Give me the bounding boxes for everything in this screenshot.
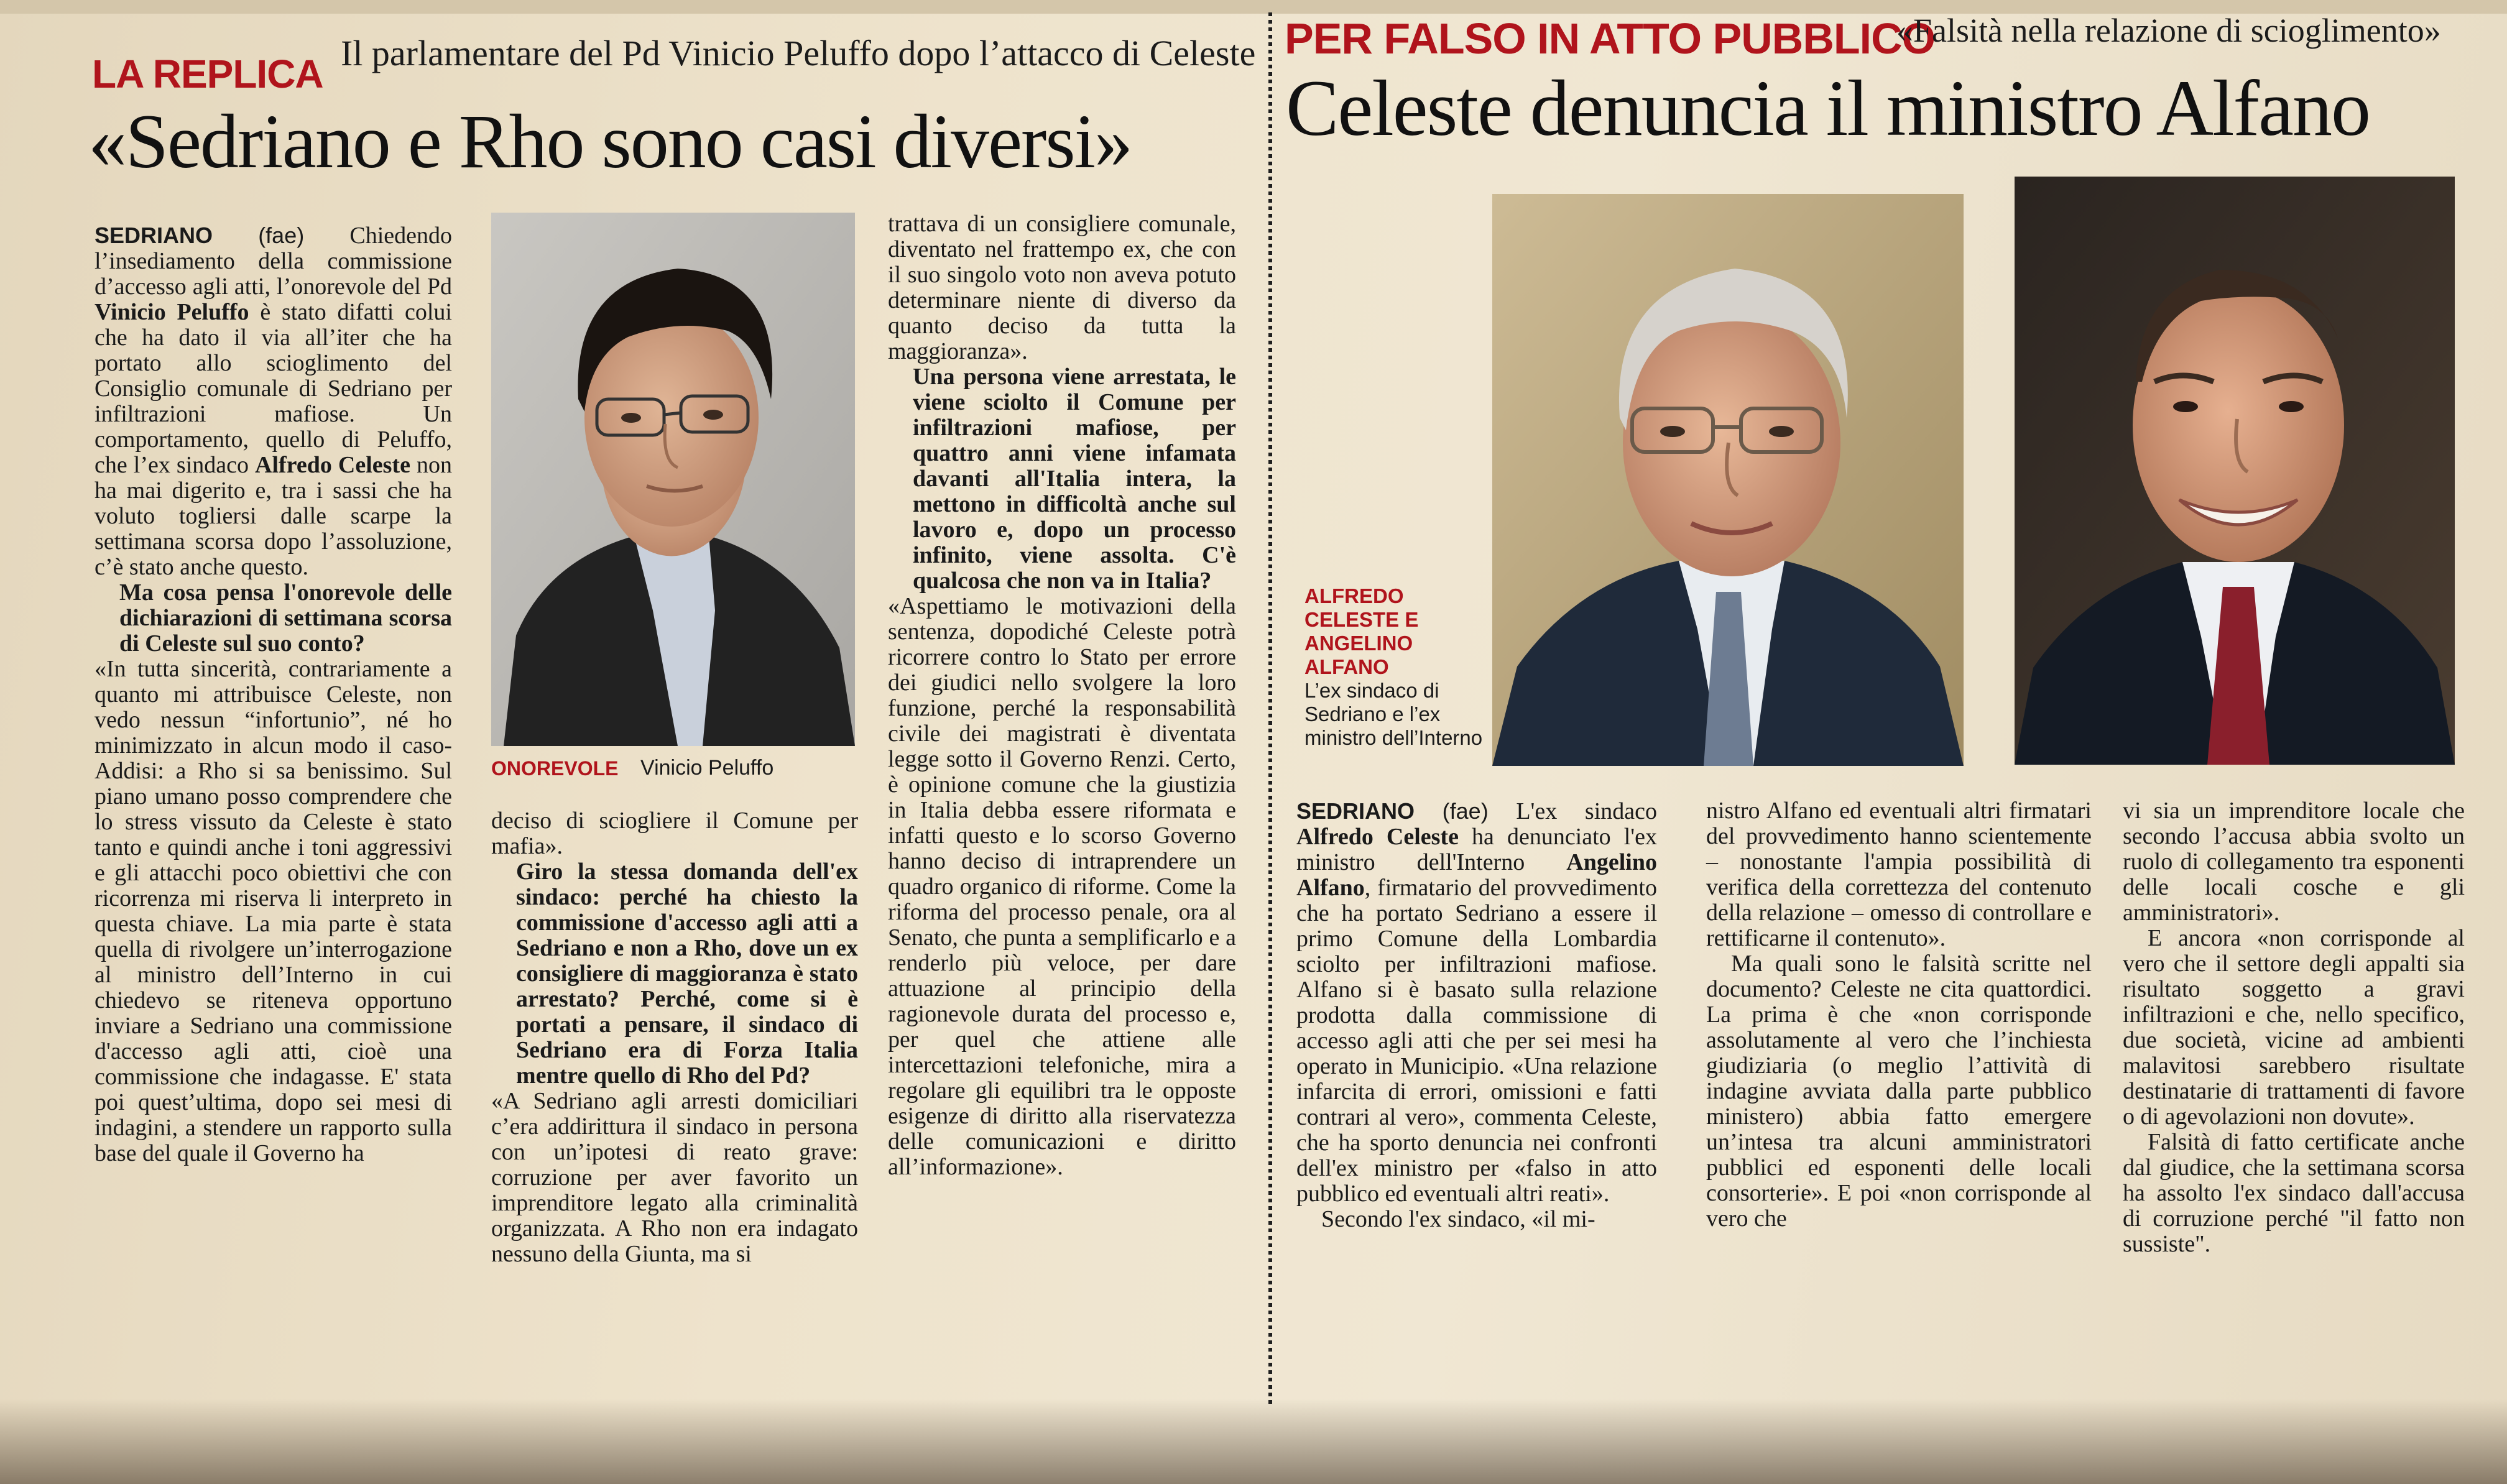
left-kicker: LA REPLICA — [92, 52, 323, 96]
paragraph: E ancora «non corrisponde al vero che il settore degli appalti sia risultato soggetto a gravi infiltrazioni e che, nello specifico, due società, vicine ad ambienti malavitosi sarebbero risultate destinatarie di trattamenti di favore o di agevolazioni non dovute». — [2123, 925, 2465, 1130]
left-article-column-3 — [888, 211, 1236, 1180]
paragraph-text: , firmatario del provvedimento che ha portato Sedriano a essere il primo Comune della Lombardia sciolto per infiltrazioni mafiose. Alfano si è basato sulla relazione prodotta dalla commissione di accesso agli atti che per sei mesi ha operato in Municipio. «Una relazione infarcita di errori, omissioni e fatti contrari al vero», commenta Celeste, che ha sporto denuncia nei confronti dell'ex ministro per «falso in atto pubblico ed eventuali altri reati». — [1296, 875, 1657, 1207]
right-kicker: PER FALSO IN ATTO PUBBLICO — [1285, 14, 1936, 63]
right-article-column-3 — [2123, 798, 2465, 1257]
person-name: Alfredo Celeste — [255, 452, 410, 478]
photo-caption-name: Vinicio Peluffo — [640, 756, 774, 780]
interview-answer: «A Sedriano agli arresti domiciliari c’era addirittura il sindaco in persona con un’ipotesi di reato grave: corruzione per aver favorito un imprenditore legato alla criminalità organizzata. A Rho non era indagato nessuno della Giunta, ma si — [491, 1088, 858, 1267]
person-name: Angelino Alfano — [1296, 849, 1657, 901]
portrait-image — [2015, 177, 2455, 765]
right-article-column-1 — [1296, 798, 1657, 1232]
caption-label: ALFREDO CELESTE E ANGELINO ALFANO — [1304, 584, 1419, 678]
column-divider — [1268, 12, 1272, 1405]
left-article-column-2 — [491, 808, 858, 1267]
paragraph: nistro Alfano ed eventuali altri firmatari del provvedimento hanno scientemente – nonostante l'ampia possibilità di verifica della correttezza del contenuto della relazione – omesso di controllare e rettificarne il contenuto». — [1706, 798, 2092, 951]
interview-answer: «In tutta sincerità, contrariamente a quanto mi attribuisce Celeste, non vedo nessun “infortunio”, né ho minimizzato in alcun modo il caso-Addisi: a Rho si sa benissimo. Sul piano umano posso comprendere che lo stress vissuto da Celeste è stato tanto e quindi anche i toni aggressivi e gli attacchi poco obiettivi che con ricorrenza mi riserva li interpreto in questa chiave. La mia parte è stata quella di rivolgere un’interrogazione al ministro dell’Interno in cui chiedevo se riteneva opportuno inviare a Sedriano una commissione d'accesso agli atti, cioè una commissione che indagasse. E' stata poi quest’ultima, dopo sei mesi di indagini, a stendere un rapporto sulla base del quale il Governo ha — [95, 656, 452, 1166]
intro-text: è stato difatti colui che ha dato il via all’iter che ha portato allo scioglimento del Consiglio comunale di Sedriano per infiltrazioni mafiose. Un comportamento, quello di Peluffo, che l’ex sindaco — [95, 299, 452, 478]
left-article-column-1 — [95, 223, 452, 1166]
paragraph-text: ha denunciato l'ex ministro dell'Interno — [1296, 824, 1658, 875]
interview-answer: «Aspettiamo le motivazioni della sentenza, dopodiché Celeste potrà ricorrere contro lo Stato per errore dei giudici nello svolgere la loro funzione, perché la responsabilità civile dei magistrati è diventata legge sotto il Governo Renzi. Certo, è opinione comune che la giustizia in Italia debba essere riformata e infatti questo e lo scorso Governo hanno deciso di intraprendere un quadro organico di riforme. Come la riforma del processo penale, ora al Senato, che punta a semplificarlo e a renderlo più veloce, per dare attuazione al principio della ragionevole durata del processo e, per quel che attiene alle intercettazioni telefoniche, mira a regolare gli equilibri tra le opposte esigenze di diritto alla riservatezza delle comunicazioni e diritto all’informazione». — [888, 593, 1236, 1180]
person-name: Vinicio Peluffo — [95, 299, 249, 325]
portrait-image — [1492, 194, 1964, 766]
right-photo-caption — [1304, 584, 1491, 750]
peluffo-photo — [491, 213, 855, 746]
left-col1-intro — [95, 223, 452, 580]
intro-text: non ha mai digerito e, tra i sassi che ha voluto togliersi dalle scarpe la settimana scorsa dopo l’assoluzione, c’è stato anche questo. — [95, 452, 452, 580]
caption-text: L’ex sindaco di Sedriano e l’ex ministro dell’Interno — [1304, 679, 1483, 749]
left-headline: «Sedriano e Rho sono casi diversi» — [88, 99, 1132, 184]
paragraph: Ma quali sono le falsità scritte nel documento? Celeste ne cita quattordici. La prima è che «non corrisponde assolutamente al vero che l’inchiesta giudiziaria (o meglio l’attività di indagine avviata dalla parte pubblico ministero) abbia fatto emergere un’intesa tra alcuni amministratori pubblici ed esponenti delle locali consorterie». E poi «non corrisponde al vero che — [1706, 951, 2092, 1232]
alfano-photo — [2015, 177, 2455, 765]
paper-edge-shadow — [0, 1399, 2507, 1484]
dateline: SEDRIANO — [1296, 798, 1415, 824]
paragraph: vi sia un imprenditore locale che secondo l’accusa abbia svolto un ruolo di collegamento tra esponenti delle locali cosche e gli amministratori». — [2123, 798, 2465, 926]
right-deck: «Falsità nella relazione di scioglimento» — [1896, 12, 2441, 49]
interview-question: Ma cosa pensa l'onorevole delle dichiarazioni di settimana scorsa di Celeste sul suo conto? — [119, 579, 452, 657]
byline: (fae) — [258, 223, 305, 248]
intro-text: Chiedendo l’insediamento della commissione d’accesso agli atti, l’onorevole del Pd — [95, 223, 453, 300]
paragraph: Secondo l'ex sindaco, «il mi- — [1321, 1206, 1595, 1232]
celeste-photo — [1492, 194, 1964, 766]
paragraph-text: L'ex sindaco — [1488, 798, 1657, 824]
interview-question: Giro la stessa domanda dell'ex sindaco: perché ha chiesto la commissione d'accesso agli atti a Sedriano e non a Rho, dove un ex consigliere di maggioranza è stato arrestato? Perché, come si è portati a pensare, il sindaco di Sedriano era di Forza Italia mentre quello di Rho del Pd? — [516, 859, 858, 1089]
portrait-image — [491, 213, 855, 746]
left-deck: Il parlamentare del Pd Vinicio Peluffo dopo l’attacco di Celeste — [341, 33, 1256, 73]
person-name: Alfredo Celeste — [1296, 824, 1459, 850]
right-headline: Celeste denuncia il ministro Alfano — [1286, 64, 2370, 152]
interview-question: Una persona viene arrestata, le viene sciolto il Comune per infiltrazioni mafiose, per quattro anni viene infamata davanti all'Italia intera, la mettono in difficoltà anche sul lavoro e, dopo un processo infinito, viene assolta. C'è qualcosa che non va in Italia? — [913, 364, 1236, 594]
photo-caption-label: ONOREVOLE — [491, 757, 619, 780]
paragraph: trattava di un consigliere comunale, diventato nel frattempo ex, che con il suo singolo voto non aveva potuto determinare niente di diverso da quanto deciso da tutta la maggioranza». — [888, 211, 1236, 364]
paragraph: Falsità di fatto certificate anche dal giudice, che la settimana scorsa ha assolto l'ex sindaco dall'accusa di corruzione perché "il fatto non sussiste". — [2123, 1129, 2465, 1257]
dateline: SEDRIANO — [95, 223, 213, 248]
right-article-column-2 — [1706, 798, 2092, 1232]
paragraph — [1296, 798, 1657, 1207]
byline: (fae) — [1442, 798, 1489, 824]
paragraph: deciso di sciogliere il Comune per mafia». — [491, 808, 858, 859]
